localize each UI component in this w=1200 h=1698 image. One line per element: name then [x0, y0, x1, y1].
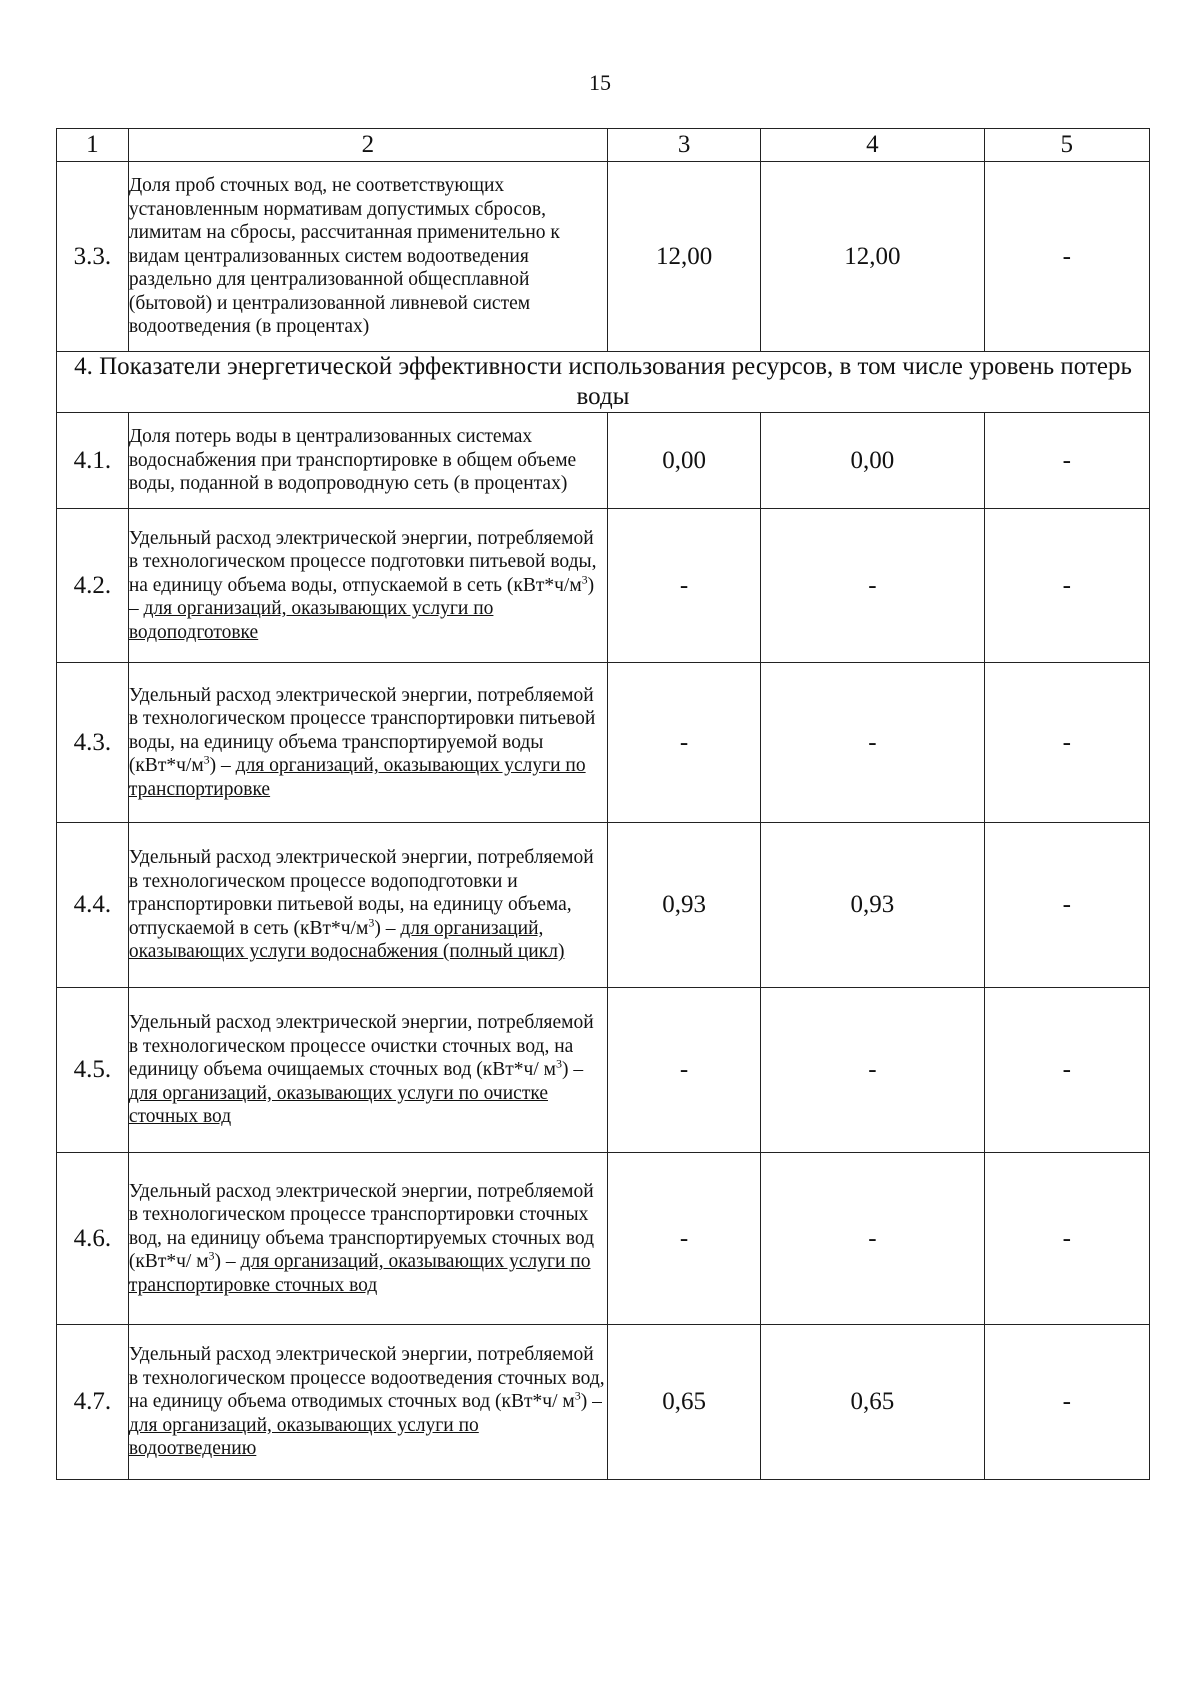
column-header-1: 1	[57, 129, 129, 162]
row-value-col4: 12,00	[761, 162, 984, 352]
row-value-col5: -	[984, 162, 1150, 352]
table-row	[57, 1153, 1150, 1325]
row-value-col3: 0,65	[607, 1325, 760, 1480]
superscript: 3	[208, 1248, 215, 1263]
indicators-table	[56, 128, 1150, 1480]
description-text: Удельный расход электрической энергии, потребляемой в технологическом процессе очистки сточных вод, на единицу объема очищаемых сточных вод (кВт*ч/ м	[128, 1012, 594, 1081]
superscript: 3	[555, 1056, 562, 1071]
row-value-col5: -	[984, 663, 1150, 823]
row-value-col4: -	[761, 988, 984, 1153]
table-row	[57, 1325, 1150, 1480]
row-value-col5: -	[984, 1325, 1150, 1480]
row-description	[128, 1325, 607, 1480]
column-header-4: 4	[761, 129, 984, 162]
row-value-col5: -	[984, 1153, 1150, 1325]
row-value-col4: 0,93	[761, 823, 984, 988]
description-text: Удельный расход электрической энергии, потребляемой в технологическом процессе транспортировки питьевой воды, на единицу объема транспортируемой воды (кВт*ч/м	[128, 684, 596, 777]
row-description	[128, 663, 607, 823]
row-description	[128, 509, 607, 663]
row-description	[128, 823, 607, 988]
description-dash: ) –	[214, 1251, 241, 1273]
row-value-col3: 0,00	[607, 413, 760, 509]
column-header-2: 2	[128, 129, 607, 162]
table-row	[57, 988, 1150, 1153]
underlined-note: для организаций, оказывающих услуги по транспортировке сточных вод	[128, 1251, 591, 1296]
underlined-note: для организаций, оказывающих услуги водоснабжения (полный цикл)	[128, 917, 565, 963]
table-row	[57, 823, 1150, 988]
row-value-col4: -	[761, 663, 984, 823]
description-text: Удельный расход электрической энергии, потребляемой в технологическом процессе транспортировки сточных вод, на единицу объема транспортируемых сточных вод (кВт*ч/ м	[128, 1180, 595, 1273]
row-value-col4: -	[761, 509, 984, 663]
section-row	[57, 352, 1150, 413]
row-number: 4.4.	[57, 823, 129, 988]
row-number: 4.7.	[57, 1325, 129, 1480]
table-row	[57, 509, 1150, 663]
description-dash: ) –	[209, 755, 236, 777]
column-header-3: 3	[607, 129, 760, 162]
row-number: 4.1.	[57, 413, 129, 509]
superscript: 3	[203, 752, 210, 767]
column-header-5: 5	[984, 129, 1150, 162]
superscript: 3	[368, 915, 375, 930]
description-dash: ) –	[128, 574, 595, 620]
row-number: 4.2.	[57, 509, 129, 663]
row-value-col3: -	[607, 663, 760, 823]
description-dash: ) –	[561, 1059, 584, 1081]
row-description: Доля потерь воды в централизованных системах водоснабжения при транспортировке в общем объеме воды, поданной в водопроводную сеть (в процентах)	[128, 413, 607, 509]
page-number: 15	[589, 70, 611, 95]
row-value-col5: -	[984, 413, 1150, 509]
row-value-col5: -	[984, 988, 1150, 1153]
row-description: Доля проб сточных вод, не соответствующих установленным нормативам допустимых сбросов, лимитам на сбросы, рассчитанная применительно к видам централизованных систем водоотведения раздельно для централизованной общесплавной (бытовой) и централизованной ливневой систем водоотведения (в процентах)	[128, 162, 607, 352]
row-value-col4: 0,65	[761, 1325, 984, 1480]
description-text: Удельный расход электрической энергии, потребляемой в технологическом процессе водоподготовки и транспортировки питьевой воды, на единицу объема, отпускаемой в сеть (кВт*ч/м	[128, 847, 594, 939]
description-dash: ) –	[580, 1391, 602, 1413]
row-value-col3: 0,93	[607, 823, 760, 988]
row-description	[128, 1153, 607, 1325]
table-row	[57, 413, 1150, 509]
table-header-row	[57, 129, 1150, 162]
row-value-col4: -	[761, 1153, 984, 1325]
row-value-col3: 12,00	[607, 162, 760, 352]
underlined-note: для организаций, оказывающих услуги по очистке сточных вод	[128, 1082, 548, 1128]
section-heading: 4. Показатели энергетической эффективности использования ресурсов, в том числе уровень потерь воды	[57, 352, 1150, 413]
row-number: 3.3.	[57, 162, 129, 352]
row-value-col4: 0,00	[761, 413, 984, 509]
description-text: Удельный расход электрической энергии, потребляемой в технологическом процессе водоотведения сточных вод, на единицу объема отводимых сточных вод (кВт*ч/ м	[128, 1344, 605, 1413]
underlined-note: для организаций, оказывающих услуги по водоподготовке	[128, 598, 494, 643]
row-value-col5: -	[984, 823, 1150, 988]
row-description	[128, 988, 607, 1153]
underlined-note: для организаций, оказывающих услуги по водоотведению	[128, 1414, 479, 1460]
row-number: 4.3.	[57, 663, 129, 823]
table-row	[57, 663, 1150, 823]
table-row	[57, 162, 1150, 352]
row-value-col3: -	[607, 509, 760, 663]
row-value-col5: -	[984, 509, 1150, 663]
superscript: 3	[581, 572, 588, 587]
underlined-note: для организаций, оказывающих услуги по транспортировке	[128, 755, 586, 800]
row-number: 4.5.	[57, 988, 129, 1153]
row-number: 4.6.	[57, 1153, 129, 1325]
row-value-col3: -	[607, 988, 760, 1153]
row-value-col3: -	[607, 1153, 760, 1325]
superscript: 3	[574, 1388, 581, 1403]
description-dash: ) –	[374, 917, 401, 939]
description-text: Удельный расход электрической энергии, потребляемой в технологическом процессе подготовки питьевой воды, на единицу объема воды, отпускаемой в сеть (кВт*ч/м	[128, 527, 597, 596]
